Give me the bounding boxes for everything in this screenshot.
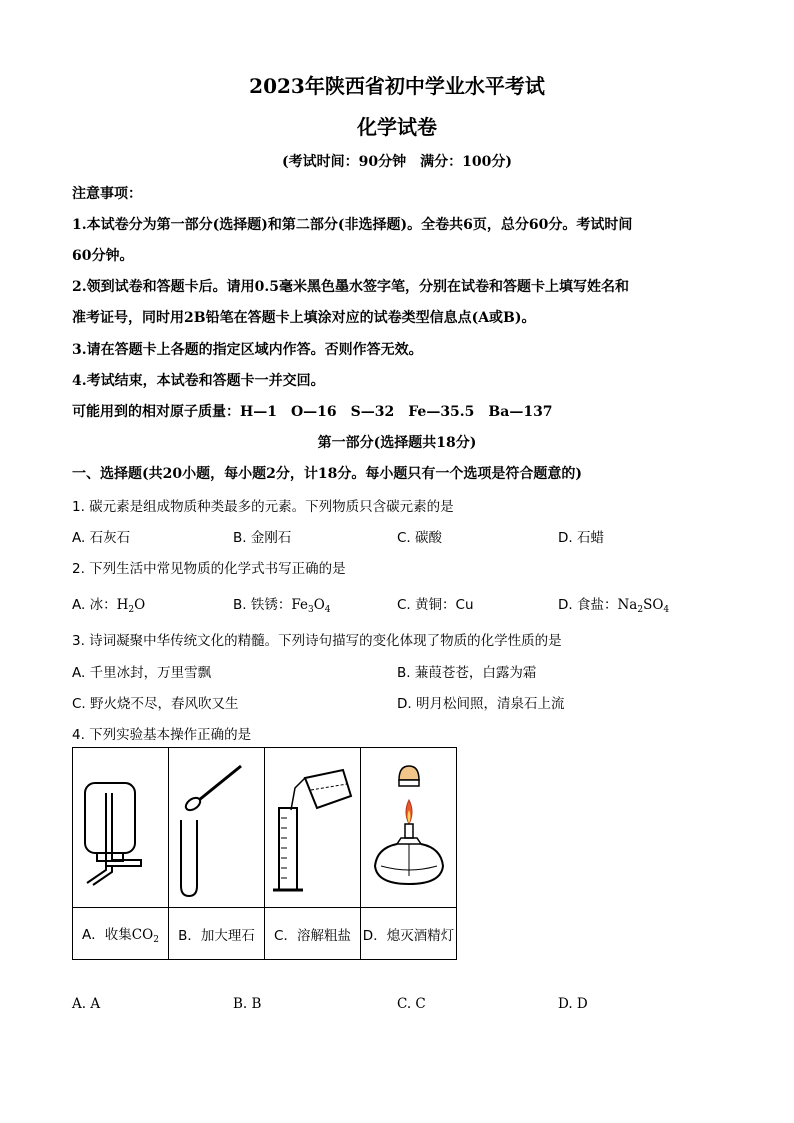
- atomic-mass: 可能用到的相对原子质量：H—1 O—16 S—32 Fe—35.5 Ba—137: [72, 404, 553, 420]
- part1-heading: 第一部分(选择题共18分): [317, 435, 477, 451]
- q1-option-c[interactable]: C. 碳酸: [397, 530, 443, 546]
- note-3: 3.请在答题卡上各题的指定区域内作答。否则作答无效。: [72, 342, 423, 358]
- q3-option-a[interactable]: A. 千里冰封，万里雪飘: [72, 665, 212, 681]
- cell-alcohol-lamp: [361, 748, 457, 908]
- caption-a-formula: $CO_2$: [131, 926, 159, 945]
- q4-option-b[interactable]: B. B: [233, 996, 262, 1012]
- notes-heading: 注意事项：: [72, 186, 142, 202]
- q4-option-a[interactable]: A. A: [72, 996, 101, 1012]
- q2-stem: 2. 下列生活中常见物质的化学式书写正确的是: [72, 561, 346, 577]
- q2-option-c-label: C. 黄铜：: [397, 597, 456, 613]
- q3-option-b[interactable]: B. 蒹葭苍苍，白露为霜: [397, 665, 537, 681]
- q1-option-d[interactable]: D. 石蜡: [558, 530, 604, 546]
- q4-option-c[interactable]: C. C: [397, 996, 426, 1012]
- test-tube-spoon-icon: [169, 748, 264, 903]
- exam-info: (考试时间：90分钟 满分：100分): [282, 154, 512, 170]
- q2-option-c[interactable]: [397, 593, 474, 613]
- caption-d: D．熄灭酒精灯: [361, 908, 457, 960]
- q4-stem: 4. 下列实验基本操作正确的是: [72, 727, 252, 743]
- caption-a: [73, 908, 169, 960]
- exam-subject: 化学试卷: [357, 115, 437, 139]
- caption-c: C．溶解粗盐: [265, 908, 361, 960]
- q1-option-b[interactable]: B. 金刚石: [233, 530, 292, 546]
- q2-formula-d: $Na_2SO_4$: [617, 597, 670, 615]
- q2-option-d[interactable]: [558, 593, 669, 615]
- section-heading: 一、选择题(共20小题，每小题2分，计18分。每小题只有一个选项是符合题意的): [72, 466, 582, 482]
- cell-add-marble: [169, 748, 265, 908]
- q2-option-a[interactable]: [72, 593, 145, 615]
- caption-b: B．加大理石: [169, 908, 265, 960]
- cell-dissolve-salt: [265, 748, 361, 908]
- q3-stem: 3. 诗词凝聚中华传统文化的精髓。下列诗句描写的变化体现了物质的化学性质的是: [72, 633, 562, 649]
- note-1b: 60分钟。: [72, 248, 134, 264]
- lab-operations-table: [72, 747, 457, 960]
- q2-formula-a: $H_2O$: [116, 597, 146, 615]
- gas-bottle-icon: [73, 748, 168, 903]
- alcohol-lamp-icon: [361, 748, 456, 903]
- caption-a-text: A．收集: [82, 926, 132, 943]
- q1-stem: 1. 碳元素是组成物质种类最多的元素。下列物质只含碳元素的是: [72, 499, 454, 515]
- note-2a: 2.领到试卷和答题卡后。请用0.5毫米黑色墨水签字笔，分别在试卷和答题卡上填写姓名和: [72, 279, 629, 295]
- q1-option-a[interactable]: A. 石灰石: [72, 530, 131, 546]
- q2-option-b[interactable]: [233, 593, 331, 615]
- exam-title: 2023年陕西省初中学业水平考试: [249, 74, 545, 98]
- q3-option-d[interactable]: D. 明月松间照，清泉石上流: [397, 696, 565, 712]
- cylinder-beaker-icon: [265, 748, 360, 903]
- q2-option-d-label: D. 食盐：: [558, 597, 618, 613]
- note-1a: 1.本试卷分为第一部分(选择题)和第二部分(非选择题)。全卷共6页，总分60分。考试时间: [72, 217, 633, 233]
- q2-formula-c: Cu: [455, 597, 474, 613]
- q3-option-c[interactable]: C. 野火烧不尽，春风吹又生: [72, 696, 239, 712]
- q4-option-d[interactable]: D. D: [558, 996, 588, 1012]
- q2-formula-b: $Fe_3O_4$: [291, 597, 331, 615]
- note-4: 4.考试结束，本试卷和答题卡一并交回。: [72, 373, 325, 389]
- q2-option-b-label: B. 铁锈：: [233, 597, 292, 613]
- cell-gas-collection: [73, 748, 169, 908]
- q2-option-a-label: A. 冰：: [72, 597, 117, 613]
- note-2b: 准考证号，同时用2B铅笔在答题卡上填涂对应的试卷类型信息点(A或B)。: [72, 310, 536, 326]
